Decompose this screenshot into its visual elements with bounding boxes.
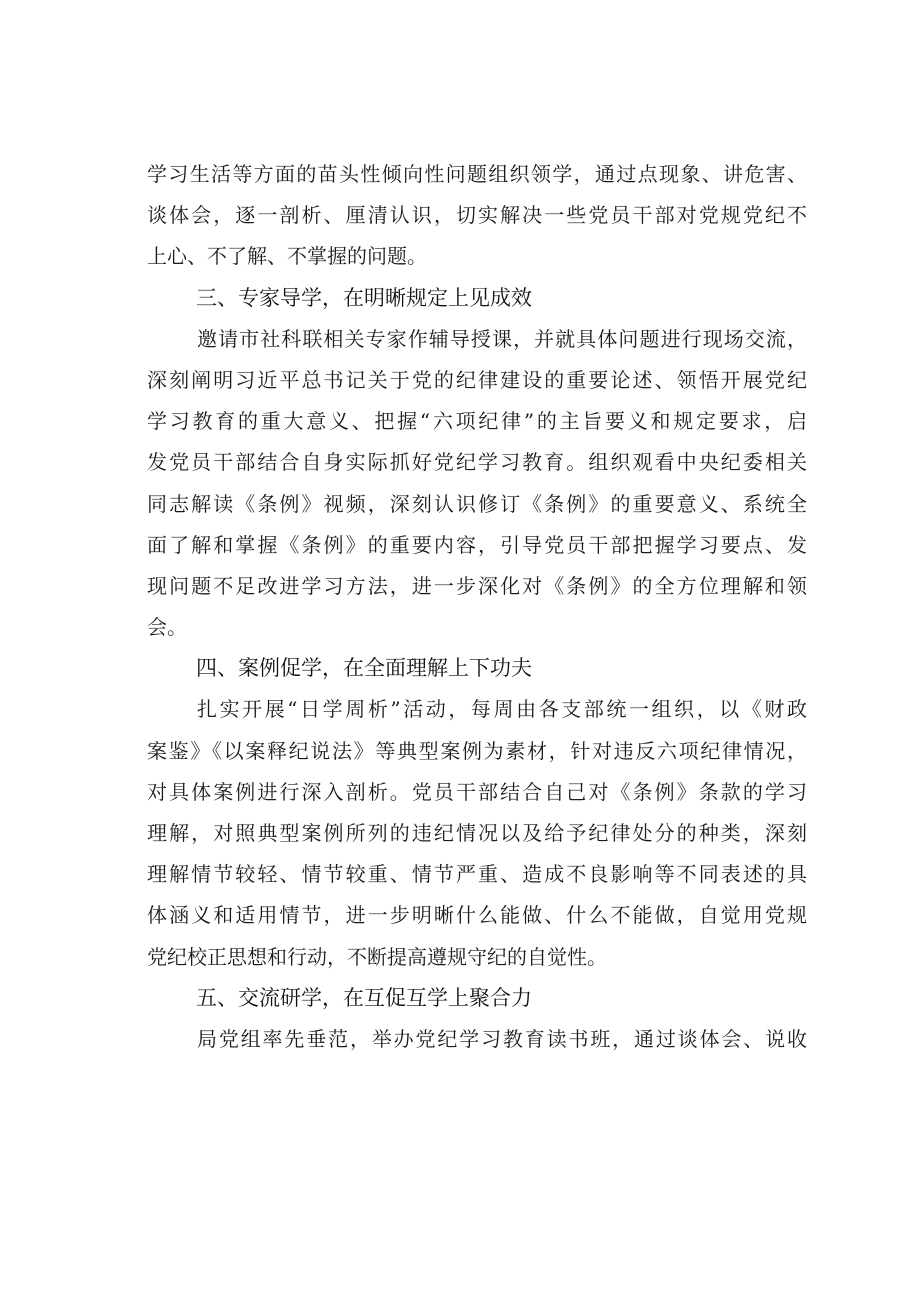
body-paragraph [147, 1019, 807, 1060]
section-heading: 四、案例促学，在全面理解上下功夫 [196, 656, 532, 681]
section-heading: 五、交流研学，在互促互学上聚合力 [196, 985, 532, 1010]
paragraph-line: 案鉴》《以案释纪说法》等典型案例为素材，针对违反六项纪律情况， [147, 738, 807, 763]
paragraph-line: 理解情节较轻、情节较重、情节严重、造成不良影响等不同表述的具 [147, 862, 807, 887]
paragraph-line: 对具体案例进行深入剖析。党员干部结合自己对《条例》条款的学习 [147, 779, 807, 804]
paragraph-line: 理解，对照典型案例所列的违纪情况以及给予纪律处分的种类，深刻 [147, 821, 807, 845]
paragraph-line: 邀请市社科联相关专家作辅导授课，并就具体问题进行现场交流， [197, 326, 807, 351]
paragraph-line: 发党员干部结合自身实际抓好党纪学习教育。组织观看中央纪委相关 [147, 450, 807, 475]
body-paragraph [147, 689, 807, 977]
paragraph-line: 现问题不足改进学习方法，进一步深化对《条例》的全方位理解和领 [147, 573, 807, 598]
paragraph-line: 谈体会，逐一剖析、厘清认识，切实解决一些党员干部对党规党纪不 [147, 203, 807, 228]
paragraph-line: 会。 [147, 615, 187, 640]
paragraph-line: 同志解读《条例》视频，深刻认识修订《条例》的重要意义、系统全 [147, 491, 807, 516]
paragraph-line: 局党组率先垂范，举办党纪学习教育读书班，通过谈体会、说收 [197, 1026, 807, 1051]
paragraph-line: 上心、不了解、不掌握的问题。 [147, 244, 427, 269]
body-paragraph [147, 319, 807, 649]
paragraph-line: 深刻阐明习近平总书记关于党的纪律建设的重要论述、领悟开展党纪 [147, 367, 807, 392]
paragraph-line: 面了解和掌握《条例》的重要内容，引导党员干部把握学习要点、发 [147, 532, 807, 557]
paragraph-line: 学习教育的重大意义、把握“六项纪律”的主旨要义和规定要求，启 [147, 409, 807, 434]
paragraph-line: 体涵义和适用情节，进一步明晰什么能做、什么不能做，自觉用党规 [147, 903, 807, 928]
document-body [147, 154, 807, 1060]
paragraph-line: 扎实开展“日学周析”活动，每周由各支部统一组织，以《财政 [197, 697, 807, 722]
body-paragraph [147, 154, 807, 278]
paragraph-line: 党纪校正思想和行动，不断提高遵规守纪的自觉性。 [147, 944, 607, 969]
section-heading: 三、专家导学，在明晰规定上见成效 [196, 285, 532, 310]
paragraph-line: 学习生活等方面的苗头性倾向性问题组织领学，通过点现象、讲危害、 [147, 162, 807, 186]
